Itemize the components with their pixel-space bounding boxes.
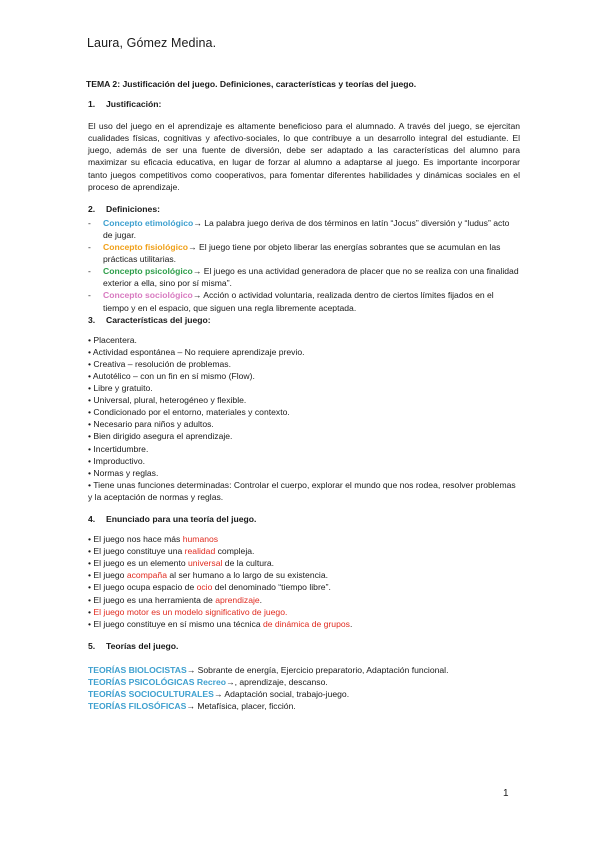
list-item: • Bien dirigido asegura el aprendizaje. <box>88 430 520 442</box>
arrow-icon: → <box>187 242 197 253</box>
statement-highlight: realidad <box>184 546 216 557</box>
definition-item <box>88 241 520 265</box>
statement-text: . <box>259 594 263 605</box>
list-dash: - <box>88 242 91 253</box>
list-item: • Tiene unas funciones determinadas: Controlar el cuerpo, explorar el mundo que nos rodea, resolver problemas y la aceptación de normas y reglas. <box>88 479 520 503</box>
list-item: • Placentera. <box>88 334 520 346</box>
list-item: • Incertidumbre. <box>88 443 520 455</box>
section-heading-definitions: 2. Definiciones: <box>88 203 160 214</box>
section-heading-theory-statement: 4. Enunciado para una teoría del juego. <box>88 514 257 524</box>
author-name: Laura, Gómez Medina. <box>87 36 217 50</box>
theory-label: TEORÍAS SOCIOCULTURALES <box>88 689 214 700</box>
definition-text: El juego es una actividad generadora de placer que no se realiza con una finalidad exterior a ella, sino por sí misma”. <box>103 266 519 289</box>
list-item: • Creativa – resolución de problemas. <box>88 358 520 370</box>
characteristics-list <box>88 334 520 503</box>
theory-item <box>88 664 520 676</box>
section-heading-justification: 1. Justificación: <box>88 99 162 110</box>
definition-body <box>103 289 520 313</box>
list-dash: - <box>88 266 91 277</box>
theory-statements-list <box>88 533 520 630</box>
section-heading-theories: 5. Teorías del juego. <box>88 640 179 651</box>
list-item <box>88 569 520 581</box>
statement-text: El juego es una herramienta de <box>93 594 216 605</box>
definition-body <box>103 265 520 289</box>
definition-label: Concepto fisiológico <box>103 242 188 253</box>
list-item: • Actividad espontánea – No requiere aprendizaje previo. <box>88 346 520 358</box>
statement-text: El juego nos hace más <box>93 534 183 545</box>
statement-highlight: aprendizaje <box>215 594 260 605</box>
list-item: • Libre y gratuito. <box>88 382 520 394</box>
arrow-icon: → <box>186 664 196 675</box>
list-item <box>88 594 520 606</box>
definition-body <box>103 241 520 265</box>
section-heading-characteristics: 3. Características del juego: <box>88 314 211 325</box>
list-item <box>88 581 520 593</box>
definition-text: Acción o actividad voluntaria, realizada dentro de ciertos límites fijados en el tiempo y en el espacio, que siguen una regla libremente aceptada. <box>103 290 494 313</box>
statement-highlight: ocio <box>196 582 213 593</box>
document-title: TEMA 2: Justificación del juego. Definiciones, características y teorías del juego. <box>86 79 417 89</box>
theory-text: Metafísica, placer, ficción. <box>194 701 296 712</box>
list-item <box>88 606 520 618</box>
statement-text: El juego es un elemento <box>93 558 189 569</box>
theory-item <box>88 676 520 688</box>
statement-text: compleja. <box>215 546 255 557</box>
arrow-icon: → <box>226 677 235 688</box>
definition-item <box>88 265 520 289</box>
theory-text: Sobrante de energía, Ejercicio preparatorio, Adaptación funcional. <box>195 664 449 675</box>
list-item <box>88 557 520 569</box>
definition-text: La palabra juego deriva de dos términos en latín “Jocus” diversión y “ludus” acto de jugar. <box>103 217 510 240</box>
definition-item <box>88 289 520 313</box>
list-item: • Autotélico – con un fin en sí mismo (Flow). <box>88 370 520 382</box>
page-number: 1 <box>503 788 509 799</box>
document-body <box>88 78 520 712</box>
statement-text: . <box>349 618 353 629</box>
theory-text: Adaptación social, trabajo-juego. <box>222 689 350 700</box>
list-dash: - <box>88 217 91 228</box>
definition-item <box>88 217 520 241</box>
definition-label: Concepto psicológico <box>103 266 193 277</box>
theory-label: TEORÍAS FILOSÓFICAS <box>88 701 187 712</box>
arrow-icon: → <box>192 290 202 301</box>
definitions-list <box>88 217 520 314</box>
list-item: • Normas y reglas. <box>88 467 520 479</box>
theory-item <box>88 688 520 700</box>
list-item <box>88 618 520 630</box>
statement-highlight: acompaña <box>126 570 167 581</box>
list-item: • Improductivo. <box>88 455 520 467</box>
statement-highlight: de dinámica de grupos <box>262 618 350 629</box>
statement-text: del denominado “tiempo libre”. <box>212 582 331 593</box>
statement-text: de la cultura. <box>222 558 275 569</box>
list-item <box>88 545 520 557</box>
theory-label: TEORÍAS PSICOLÓGICAS Recreo <box>88 677 227 688</box>
definition-label: Concepto etimológico <box>103 217 194 228</box>
definition-body <box>103 217 520 241</box>
statement-text: El juego constituye una <box>93 546 185 557</box>
arrow-icon: → <box>213 689 223 700</box>
statement-text: al ser humano a lo largo de su existencia. <box>167 570 328 581</box>
list-item: • Necesario para niños y adultos. <box>88 418 520 430</box>
list-dash: - <box>88 290 91 301</box>
statement-text: El juego constituye en sí mismo una técnica <box>93 618 263 629</box>
list-item <box>88 533 520 545</box>
arrow-icon: → <box>192 266 202 277</box>
statement-text: El juego ocupa espacio de <box>93 582 197 593</box>
statement-highlight: universal <box>188 558 223 569</box>
arrow-icon: → <box>186 701 195 712</box>
definition-text: El juego tiene por objeto liberar las energías sobrantes que se acumulan en las prácticas utilitarias. <box>103 242 501 265</box>
theory-item <box>88 700 520 712</box>
theories-list <box>88 664 520 712</box>
statement-text: El juego <box>93 570 127 581</box>
definition-label: Concepto sociológico <box>103 290 193 301</box>
arrow-icon: → <box>193 217 202 228</box>
list-item: • Universal, plural, heterogéneo y flexible. <box>88 394 520 406</box>
theory-text: , aprendizaje, descanso. <box>234 677 328 688</box>
theory-label: TEORÍAS BIOLOCISTAS <box>88 664 187 675</box>
list-item: • Condicionado por el entorno, materiales y contexto. <box>88 406 520 418</box>
statement-highlight: El juego motor es un modelo significativo de juego. <box>93 606 288 617</box>
statement-highlight: humanos <box>182 534 219 545</box>
justification-paragraph: El uso del juego en el aprendizaje es altamente beneficioso para el alumnado. A través del juego, se ejercitan cualidades físicas, cognitivas y afectivo-sociales, lo que contribuye a un desarrollo integral del estudiante. El juego, además de ser una fuente de diversión, debe ser adaptado a las características del alumno para maximizar su eficacia educativa, en lugar de forzar al alumno a adaptarse al juego. Es importante incorporar tanto juegos competitivos como cooperativos, para fomentar diferentes habilidades y dinámicas sociales en el proceso de aprendizaje. <box>88 121 520 192</box>
